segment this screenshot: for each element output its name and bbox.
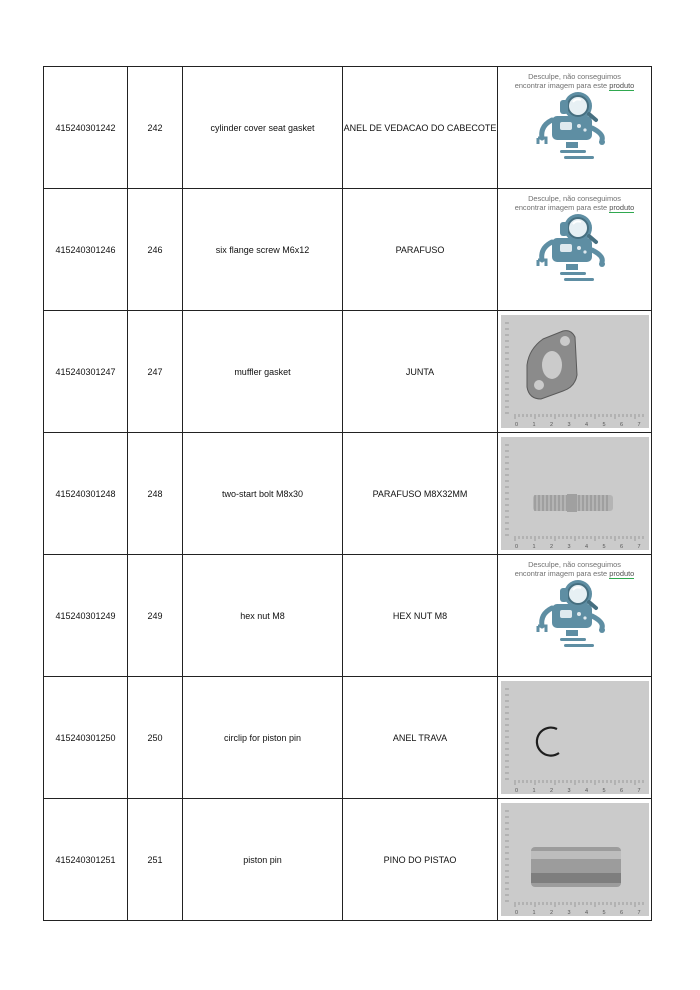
no-image-message [500,557,649,578]
part-description-en: two-start bolt M8x30 [183,433,343,555]
part-description-pt: PARAFUSO M8X32MM [343,433,498,555]
no-image-line2-text: encontrar imagem para este [514,569,608,578]
part-description-en: six flange screw M6x12 [183,189,343,311]
photo-stud-bolt [501,437,649,550]
stud-bolt-icon [533,494,613,512]
piston-pin-icon [531,847,621,887]
no-image-placeholder [500,69,649,186]
no-image-placeholder [500,557,649,674]
part-image-cell [498,433,652,555]
photo-gasket [501,315,649,428]
part-image-cell [498,555,652,677]
ruler-tick-label: 3 [567,788,571,794]
robot-magnifier-icon [530,578,620,650]
part-code: 415240301246 [44,189,128,311]
part-number: 246 [128,189,183,311]
part-description-pt: PARAFUSO [343,189,498,311]
part-code: 415240301247 [44,311,128,433]
ruler-tick-label: 7 [637,422,641,428]
ruler-tick-label: 1 [532,544,536,550]
ruler-tick-label: 3 [567,544,571,550]
no-image-line1: Desculpe, não conseguimos [528,72,621,81]
part-image-cell [498,677,652,799]
ruler-tick-label: 4 [584,544,588,550]
part-description-pt: ANEL TRAVA [343,677,498,799]
part-description-pt: PINO DO PISTAO [343,799,498,921]
ruler-tick-label: 1 [532,910,536,916]
parts-table [43,66,652,921]
no-image-line2-text: encontrar imagem para este [514,81,608,90]
robot-magnifier-icon [530,90,620,162]
part-description-en: piston pin [183,799,343,921]
ruler-tick-label: 2 [549,422,553,428]
part-image-cell [498,311,652,433]
ruler-tick-label: 3 [567,910,571,916]
ruler-tick-label: 0 [514,910,518,916]
table-row [44,311,652,433]
part-description-en: circlip for piston pin [183,677,343,799]
part-code: 415240301249 [44,555,128,677]
part-description-pt: JUNTA [343,311,498,433]
no-image-line1: Desculpe, não conseguimos [528,560,621,569]
ruler-tick-label: 6 [619,910,623,916]
product-link[interactable]: produto [609,203,635,212]
part-number: 251 [128,799,183,921]
no-image-placeholder [500,191,649,308]
no-image-message [500,69,649,90]
no-image-line2 [500,203,649,212]
ruler-tick-label: 2 [549,910,553,916]
ruler-tick-label: 0 [514,544,518,550]
ruler-tick-label: 1 [532,422,536,428]
table-row [44,67,652,189]
ruler-tick-label: 4 [584,788,588,794]
ruler-tick-label: 0 [514,788,518,794]
no-image-line2-text: encontrar imagem para este [514,203,608,212]
part-code: 415240301242 [44,67,128,189]
part-number: 247 [128,311,183,433]
table-row [44,677,652,799]
ruler-tick-label: 6 [619,788,623,794]
part-number: 250 [128,677,183,799]
ruler-tick-label: 5 [602,422,606,428]
table-row [44,189,652,311]
part-description-en: hex nut M8 [183,555,343,677]
product-link[interactable]: produto [609,569,635,578]
part-description-en: muffler gasket [183,311,343,433]
ruler-tick-label: 6 [619,544,623,550]
ruler-tick-label: 7 [637,544,641,550]
ruler-tick-label: 3 [567,422,571,428]
part-code: 415240301250 [44,677,128,799]
ruler-tick-label: 6 [619,422,623,428]
ruler-tick-label: 2 [549,544,553,550]
part-number: 242 [128,67,183,189]
no-image-line2 [500,569,649,578]
ruler-tick-label: 5 [602,544,606,550]
part-number: 248 [128,433,183,555]
table-row [44,433,652,555]
part-description-pt: ANEL DE VEDACAO DO CABECOTE [343,67,498,189]
no-image-message [500,191,649,212]
ruler-tick-label: 7 [637,788,641,794]
part-image-cell [498,67,652,189]
part-code: 415240301248 [44,433,128,555]
ruler-tick-label: 5 [602,788,606,794]
ruler-tick-label: 7 [637,910,641,916]
part-description-pt: HEX NUT M8 [343,555,498,677]
table-row [44,555,652,677]
parts-table-body [44,67,652,921]
ruler-tick-label: 5 [602,910,606,916]
ruler-tick-label: 4 [584,910,588,916]
part-number: 249 [128,555,183,677]
part-code: 415240301251 [44,799,128,921]
ruler-tick-label: 1 [532,788,536,794]
table-row [44,799,652,921]
robot-magnifier-icon [530,212,620,284]
product-link[interactable]: produto [609,81,635,90]
ruler-tick-label: 0 [514,422,518,428]
part-description-en: cylinder cover seat gasket [183,67,343,189]
ruler-tick-label: 2 [549,788,553,794]
part-image-cell [498,799,652,921]
ruler-tick-label: 4 [584,422,588,428]
no-image-line1: Desculpe, não conseguimos [528,194,621,203]
photo-circlip [501,681,649,794]
photo-piston-pin [501,803,649,916]
part-image-cell [498,189,652,311]
no-image-line2 [500,81,649,90]
